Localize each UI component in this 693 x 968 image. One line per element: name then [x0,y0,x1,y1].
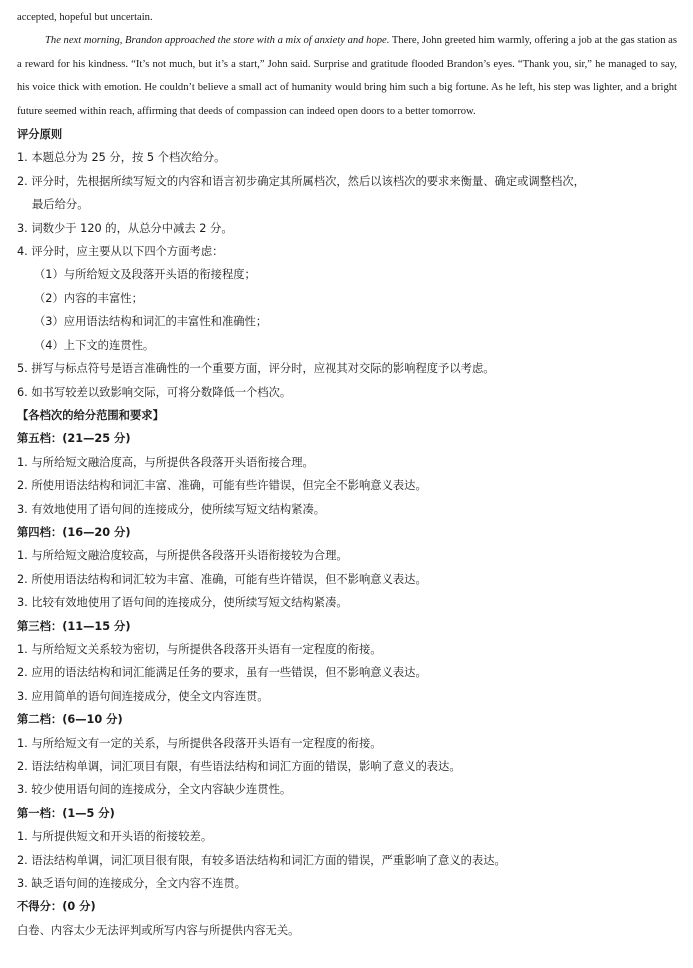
level-2-item-1: 1. 与所给短文有一定的关系，与所提供各段落开头语有一定程度的衔接。 [17,736,382,750]
story-paragraph-lead: The next morning, Brandon approached the store with a mix of anxiety and hope. [45,35,390,47]
level-1-title: 第一档：(1—5 分) [17,806,115,820]
level-4-item-2: 2. 所使用语法结构和词汇较为丰富、准确，可能有些许错误，但不影响意义表达。 [17,572,427,586]
consideration-item-1: （1）与所给短文及段落开头语的衔接程度； [34,268,256,282]
level-0-title: 不得分：(0 分) [17,900,96,914]
level-4-item-1: 1. 与所给短文融洽度较高，与所提供各段落开头语衔接较为合理。 [17,549,348,563]
level-5-title: 第五档：(21—25 分) [17,432,131,446]
document-page [17,6,677,942]
principle-item-6: 6. 如书写较差以致影响交际，可将分数降低一个档次。 [17,385,292,399]
level-2-item-2: 2. 语法结构单调，词汇项目有限，有些语法结构和词汇方面的错误，影响了意义的表达。 [17,760,461,773]
level-3-item-3: 3. 应用简单的语句间连接成分，使全文内容连贯。 [17,689,269,703]
level-4-item-3: 3. 比较有效地使用了语句间的连接成分，使所续写短文结构紧凑。 [17,596,348,610]
level-1-item-2: 2. 语法结构单调，词汇项目很有限，有较多语法结构和词汇方面的错误，严重影响了意义的表达。 [17,853,506,867]
consideration-item-2: （2）内容的丰富性； [34,291,143,305]
level-1-item-3: 3. 缺乏语句间的连接成分，全文内容不连贯。 [17,877,247,891]
level-5-item-1: 1. 与所给短文融洽度高，与所提供各段落开头语衔接合理。 [17,455,314,469]
level-2-item-3: 3. 较少使用语句间的连接成分，全文内容缺少连贯性。 [17,783,292,797]
principle-item-5: 5. 拼写与标点符号是语言准确性的一个重要方面，评分时，应视其对交际的影响程度予以考虑。 [17,362,495,376]
principle-item-2-continuation: 最后给分。 [32,198,89,212]
consideration-item-4: （4）上下文的连贯性。 [34,338,155,352]
principle-item-4: 4. 评分时，应主要从以下四个方面考虑： [17,245,224,259]
levels-heading: 【各档次的给分范围和要求】 [17,408,164,422]
level-3-item-2: 2. 应用的语法结构和词汇能满足任务的要求，虽有一些错误，但不影响意义表达。 [17,666,427,680]
level-3-title: 第三档：(11—15 分) [17,619,131,633]
consideration-item-3: （3）应用语法结构和词汇的丰富性和准确性； [34,315,268,329]
principle-item-2: 2. 评分时，先根据所续写短文的内容和语言初步确定其所属档次，然后以该档次的要求来衡量、确定或调整档次， [17,174,585,188]
story-paragraph [17,29,677,123]
level-1-item-1: 1. 与所提供短文和开头语的衔接较差。 [17,830,213,844]
story-paragraph-body: There, John greeted him warmly, offering a job at the gas station as a reward for his kindness. “It’s not much, but it’s a start,” John said. Surprise and gratitude flooded Brandon’s eyes. “Thank you, sir,” he managed to say, his voice thick with emotion. He couldn’t believe a small act of humanity would bring him such a big fortune. As he left, his step was lighter, and a bright future seemed within reach, affirming that deeds of compassion can indeed open doors to a better tomorrow. [17,35,677,117]
principle-item-1: 1. 本题总分为 25 分，按 5 个档次给分。 [17,151,226,165]
level-4-title: 第四档：(16—20 分) [17,525,131,539]
principles-heading: 评分原则 [17,128,63,142]
level-5-item-3: 3. 有效地使用了语句间的连接成分，使所续写短文结构紧凑。 [17,502,326,516]
level-0-item-1: 白卷、内容太少无法评判或所写内容与所提供内容无关。 [17,923,300,937]
level-5-item-2: 2. 所使用语法结构和词汇丰富、准确，可能有些许错误，但完全不影响意义表达。 [17,479,427,493]
level-2-title: 第二档：(6—10 分) [17,713,123,727]
level-3-item-1: 1. 与所给短文关系较为密切，与所提供各段落开头语有一定程度的衔接。 [17,642,382,656]
story-carryover-line: accepted, hopeful but uncertain. [17,12,153,23]
principle-item-3: 3. 词数少于 120 的，从总分中减去 2 分。 [17,221,233,235]
